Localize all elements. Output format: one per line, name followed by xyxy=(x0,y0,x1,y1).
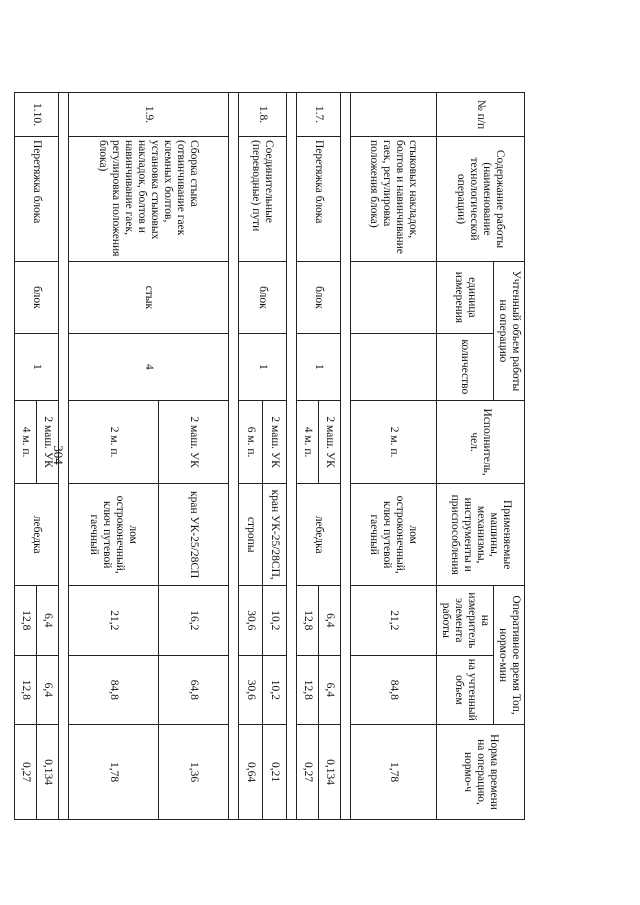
cell-time-measure: 6,4 xyxy=(37,586,59,655)
header-num: № п/п xyxy=(437,93,525,137)
cell-time-measure: 12,8 xyxy=(297,586,319,655)
header-norm: Норма времени на операцию, нормо-ч xyxy=(437,725,525,820)
cell-performer: 4 м. п. xyxy=(15,400,37,483)
cell-performer: 2 м. п. xyxy=(351,400,437,483)
header-time-volume: на учтенный объем xyxy=(437,655,494,724)
cell-performer: 2 м. п. xyxy=(69,400,159,483)
header-quantity: количество xyxy=(437,333,494,400)
cell-time-volume: 12,8 xyxy=(15,655,37,724)
cell-time-volume: 6,4 xyxy=(37,655,59,724)
cell-equipment: лом остроконечный, ключ путевой гаечный xyxy=(69,484,159,586)
cell-time-measure: 6,4 xyxy=(319,586,341,655)
cell-time-volume: 10,2 xyxy=(263,655,287,724)
cell-performer: 2 маш. УК xyxy=(263,400,287,483)
table-row xyxy=(351,93,437,820)
cell-unit: блок xyxy=(239,262,287,334)
table-row xyxy=(37,93,59,820)
header-row-1 xyxy=(494,93,525,820)
cell-time-measure: 12,8 xyxy=(15,586,37,655)
cell-norm: 0,27 xyxy=(297,725,319,820)
cell-content: Перетяжка блока xyxy=(15,136,59,261)
cell-time-volume: 30,6 xyxy=(239,655,263,724)
cell-time-measure: 21,2 xyxy=(69,586,159,655)
page-number: 304 xyxy=(51,445,66,465)
cell-norm: 0,134 xyxy=(37,725,59,820)
cell-norm: 0,21 xyxy=(263,725,287,820)
header-volume-group: Учтенный объем работы на операцию xyxy=(494,262,525,401)
cell-qty: 1 xyxy=(15,333,59,400)
cell-equipment: лом остроконечный, ключ путевой гаечный xyxy=(351,484,437,586)
cell-num: 1.9. xyxy=(69,93,229,137)
cell-time-volume: 6,4 xyxy=(319,655,341,724)
cell-time-measure: 21,2 xyxy=(351,586,437,655)
cell-time-measure: 30,6 xyxy=(239,586,263,655)
cell-qty: 4 xyxy=(69,333,229,400)
cell-norm: 0,27 xyxy=(15,725,37,820)
cell-num: 1.8. xyxy=(239,93,287,137)
cell-time-volume: 12,8 xyxy=(297,655,319,724)
table-row xyxy=(319,93,341,820)
cell-unit: блок xyxy=(297,262,341,334)
cell-time-volume: 84,8 xyxy=(351,655,437,724)
cell-time-measure: 10,2 xyxy=(263,586,287,655)
cell-unit: блок xyxy=(15,262,59,334)
cell-time-volume: 64,8 xyxy=(159,655,229,724)
cell-norm: 1,36 xyxy=(159,725,229,820)
cell-norm: 0,64 xyxy=(239,725,263,820)
cell-qty: 1 xyxy=(239,333,287,400)
cell-unit: стык xyxy=(69,262,229,334)
cell-content: Соединительные (переводные) пути xyxy=(239,136,287,261)
cell-equipment: лебедка xyxy=(297,484,341,586)
cell-num: 1.10. xyxy=(15,93,59,137)
cell-equipment: кран УК-25/28СП, xyxy=(263,484,287,586)
table-row xyxy=(263,93,287,820)
cell-norm: 1,78 xyxy=(351,725,437,820)
cell-performer: 2 маш. УК xyxy=(37,400,59,483)
cell-num: 1.7. xyxy=(297,93,341,137)
cell-content: Перетяжка блока xyxy=(297,136,341,261)
header-performer: Исполнитель, чел. xyxy=(437,400,525,483)
cell-time-measure: 16,2 xyxy=(159,586,229,655)
header-unit: единица измерения xyxy=(437,262,494,334)
header-time-measure: на измеритель элемента работы xyxy=(437,586,494,655)
cell-content: стыковых накладок, болтов и навинчивание гаек, регулировка положения блока) xyxy=(351,136,437,261)
header-content: Содержание работы (наименование технологической операции) xyxy=(437,136,525,261)
header-time-group: Оперативное время Топ, нормо-мин xyxy=(494,586,525,725)
cell-equipment: лебедка xyxy=(15,484,59,586)
cell-equipment: стропы xyxy=(239,484,263,586)
cell-performer: 4 м. п. xyxy=(297,400,319,483)
cell-norm: 0,134 xyxy=(319,725,341,820)
cell-performer: 2 маш. УК xyxy=(319,400,341,483)
cell-equipment: кран УК-25/28СП xyxy=(159,484,229,586)
header-equipment: Применяемые машины, механизмы, инструменты и приспособления xyxy=(437,484,525,586)
cell-time-volume: 84,8 xyxy=(69,655,159,724)
table-row xyxy=(159,93,229,820)
norms-table xyxy=(14,92,525,820)
cell-performer: 6 м. п. xyxy=(239,400,263,483)
cell-performer: 2 маш. УК xyxy=(159,400,229,483)
cell-norm: 1,78 xyxy=(69,725,159,820)
cell-content: Сборка стыка (отвинчивание гаек клемных болтов, установка стыковых накладок, болтов и навинчивание гаек, регулировка положения блока) xyxy=(69,136,229,261)
cell-qty: 1 xyxy=(297,333,341,400)
